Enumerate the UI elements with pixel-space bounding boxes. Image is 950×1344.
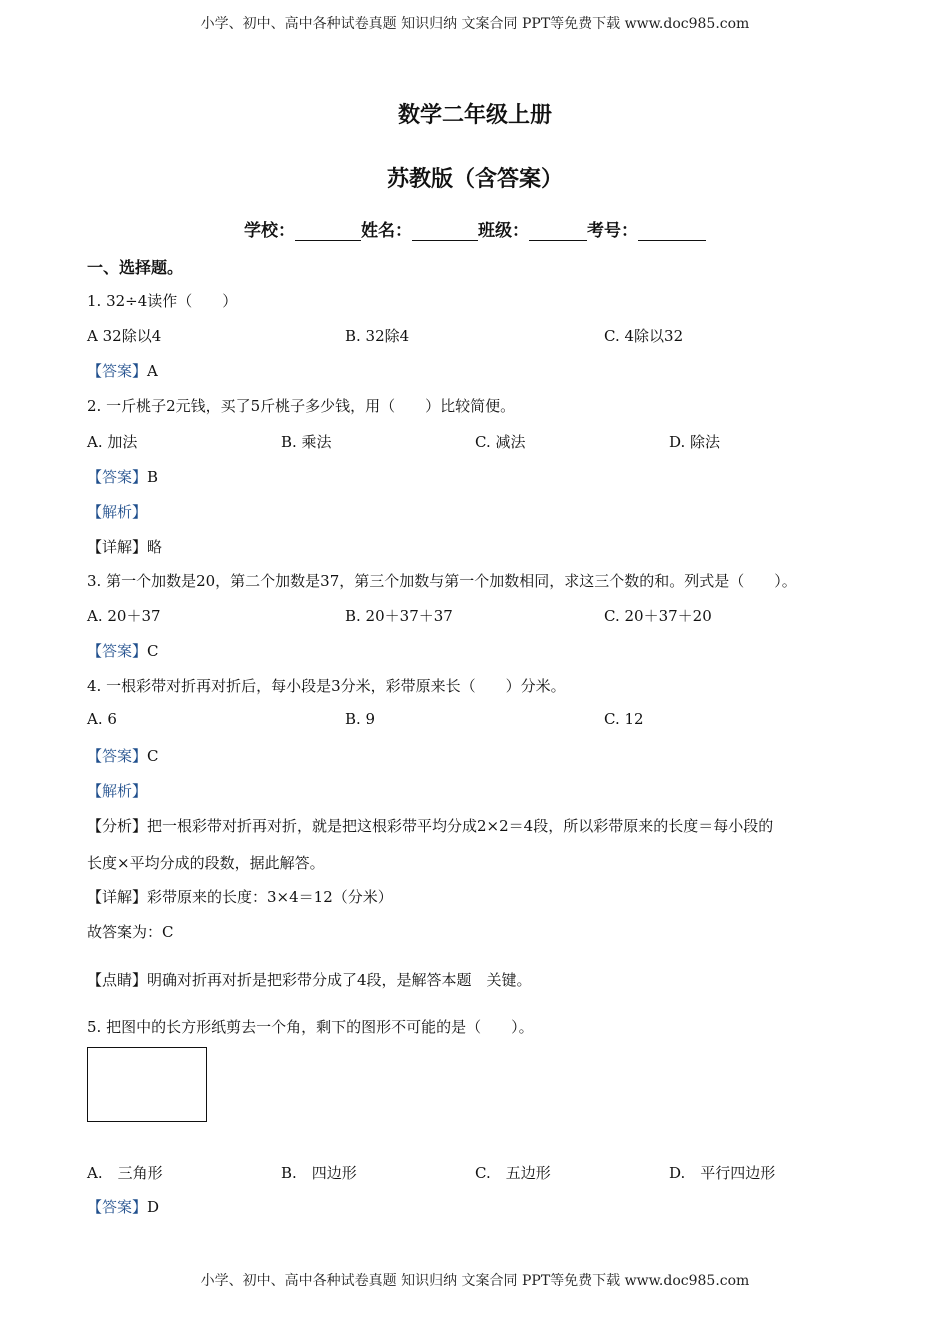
- answer-tag: 【答案】: [87, 362, 148, 380]
- answer-value: C: [147, 747, 159, 765]
- question-2-option-c: C. 减法: [475, 433, 526, 451]
- question-5-stem: 5. 把图中的长方形纸剪去一个角，剩下的图形不可能的是（ ）。: [87, 1018, 534, 1036]
- answer-tag: 【答案】: [87, 1198, 148, 1216]
- answer-value: C: [147, 642, 159, 660]
- question-4-analysis-tag: 【解析】: [87, 782, 148, 800]
- question-3-stem: 3. 第一个加数是20，第二个加数是37，第三个加数与第一个加数相同，求这三个数的和。列式是（ ）。: [87, 572, 797, 590]
- answer-value: B: [147, 468, 159, 486]
- question-3-answer: [87, 640, 159, 661]
- question-5-option-a: A. 三角形: [87, 1164, 163, 1182]
- answer-tag: 【答案】: [87, 747, 148, 765]
- question-5-option-b: B. 四边形: [281, 1164, 357, 1182]
- question-3-option-a: A. 20＋37: [87, 607, 161, 625]
- question-2-option-d: D. 除法: [669, 433, 721, 451]
- question-4-option-a: A. 6: [87, 710, 117, 728]
- question-5-option-d: D. 平行四边形: [669, 1164, 776, 1182]
- answer-tag: 【答案】: [87, 642, 148, 660]
- question-1-option-c: C. 4除以32: [604, 327, 684, 345]
- name-label: 姓名：: [361, 221, 412, 241]
- school-label: 学校：: [244, 221, 295, 241]
- question-1-stem: 1. 32÷4读作（ ）: [87, 292, 238, 310]
- question-2-stem: 2. 一斤桃子2元钱，买了5斤桃子多少钱，用（ ）比较简便。: [87, 397, 516, 415]
- page-header: 小学、初中、高中各种试卷真题 知识归纳 文案合同 PPT等免费下载 www.doc985.com: [200, 16, 750, 32]
- question-2-option-a: A. 加法: [87, 433, 138, 451]
- page-title: 数学二年级上册: [397, 102, 552, 128]
- question-4-detail: 【详解】彩带原来的长度：3×4＝12（分米）: [87, 888, 393, 906]
- question-1-option-a: A 32除以4: [87, 327, 162, 345]
- question-4-stem: 4. 一根彩带对折再对折后，每小段是3分米，彩带原来长（ ）分米。: [87, 677, 566, 695]
- answer-value: A: [147, 362, 158, 380]
- exam-number-blank: [638, 222, 706, 241]
- section-heading: 一、选择题。: [87, 258, 184, 277]
- school-blank: [295, 222, 361, 241]
- student-info-row: [0, 216, 950, 241]
- class-blank: [529, 222, 587, 241]
- question-2-option-b: B. 乘法: [281, 433, 332, 451]
- question-5-answer: [87, 1196, 159, 1217]
- rectangle-figure: [87, 1047, 207, 1122]
- class-label: 班级：: [478, 221, 529, 241]
- question-1-option-b: B. 32除4: [345, 327, 410, 345]
- answer-value: D: [147, 1198, 160, 1216]
- question-2-analysis-tag: 【解析】: [87, 503, 148, 521]
- question-4-comment: 【点睛】明确对折再对折是把彩带分成了4段，是解答本题 关键。: [87, 971, 532, 989]
- question-1-answer: [87, 360, 158, 381]
- question-3-option-b: B. 20＋37＋37: [345, 607, 453, 625]
- name-blank: [412, 222, 478, 241]
- question-4-option-c: C. 12: [604, 710, 644, 728]
- page-subtitle: 苏教版（含答案）: [386, 166, 563, 192]
- question-4-conclusion: 故答案为：C: [87, 923, 174, 941]
- question-4-analysis-line-2: 长度×平均分成的段数，据此解答。: [87, 854, 325, 872]
- question-4-answer: [87, 745, 159, 766]
- page-footer: 小学、初中、高中各种试卷真题 知识归纳 文案合同 PPT等免费下载 www.doc985.com: [200, 1273, 750, 1289]
- question-2-detail: 【详解】略: [87, 538, 163, 556]
- question-3-option-c: C. 20＋37＋20: [604, 607, 712, 625]
- question-5-option-c: C. 五边形: [475, 1164, 551, 1182]
- answer-tag: 【答案】: [87, 468, 148, 486]
- question-4-analysis-line-1: 【分析】把一根彩带对折再对折，就是把这根彩带平均分成2×2＝4段，所以彩带原来的长度＝每小段的: [87, 817, 774, 835]
- question-4-option-b: B. 9: [345, 710, 376, 728]
- question-2-answer: [87, 466, 158, 487]
- exam-number-label: 考号：: [587, 221, 638, 241]
